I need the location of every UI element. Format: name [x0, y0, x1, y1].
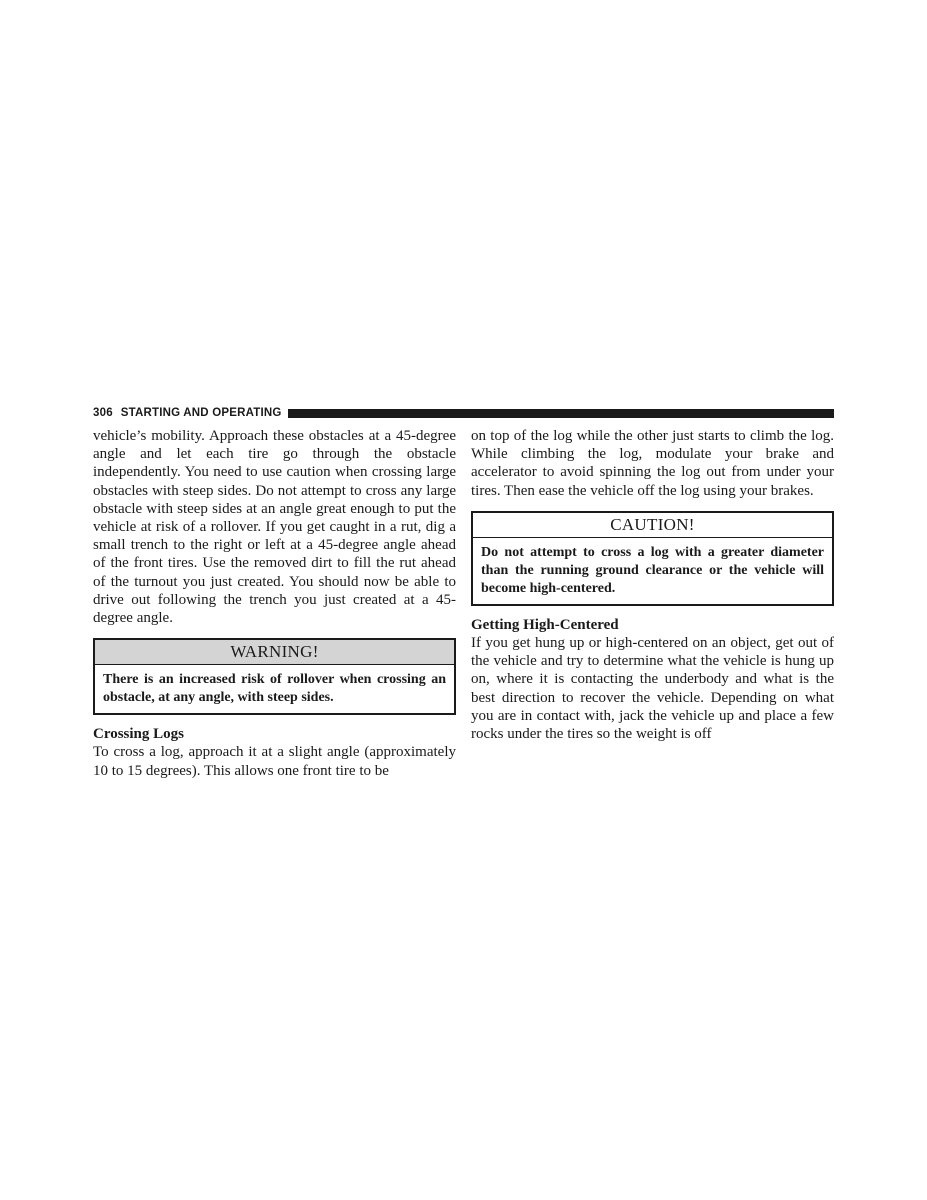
- intro-paragraph: vehicle’s mobility. Approach these obstacles at a 45-degree angle and let each tire go through the obstacle independently. You need to use caution when crossing large obstacles with steep sides. Do not attempt to cross any large obstacle with steep sides at an angle great enough to put the vehicle at risk of a rollover. If you get caught in a rut, dig a small trench to the right or left at a 45-degree angle ahead of the front tires. Use the removed dirt to fill the rut ahead of the turnout you just created. You should now be able to drive out following the trench you just created at a 45-degree angle.: [93, 428, 456, 627]
- warning-box: [93, 638, 456, 715]
- continued-paragraph: on top of the log while the other just starts to climb the log. While climbing the log, modulate your brake and accelerator to avoid spinning the log out from under your tires. Then ease the vehicle off the log using your brakes.: [471, 428, 834, 499]
- right-column: [471, 427, 834, 743]
- caution-body: Do not attempt to cross a log with a greater diameter than the running ground clearance or the vehicle will become high-centered.: [481, 544, 824, 596]
- high-centered-paragraph: If you get hung up or high-centered on an object, get out of the vehicle and try to determine what the vehicle is hung up on, where it is contacting the underbody and what is the best direction to recover the vehicle. Depending on what you are in contact with, jack the vehicle up and place a few rocks under the tires so the weight is off: [471, 635, 834, 743]
- header-rule: [288, 409, 834, 418]
- page-number: 306: [93, 407, 113, 419]
- high-centered-heading: Getting High-Centered: [471, 616, 619, 633]
- crossing-logs-paragraph: To cross a log, approach it at a slight angle (approximately 10 to 15 degrees). This allows one front tire to be: [93, 744, 456, 779]
- caution-title: CAUTION!: [473, 513, 832, 538]
- caution-box: [471, 511, 834, 606]
- left-column: [93, 427, 456, 780]
- crossing-logs-heading: Crossing Logs: [93, 726, 184, 743]
- section-title: STARTING AND OPERATING: [120, 407, 282, 419]
- warning-title: WARNING!: [95, 640, 454, 665]
- page-header: [93, 405, 834, 421]
- warning-body: There is an increased risk of rollover when crossing an obstacle, at any angle, with steep sides.: [103, 672, 446, 706]
